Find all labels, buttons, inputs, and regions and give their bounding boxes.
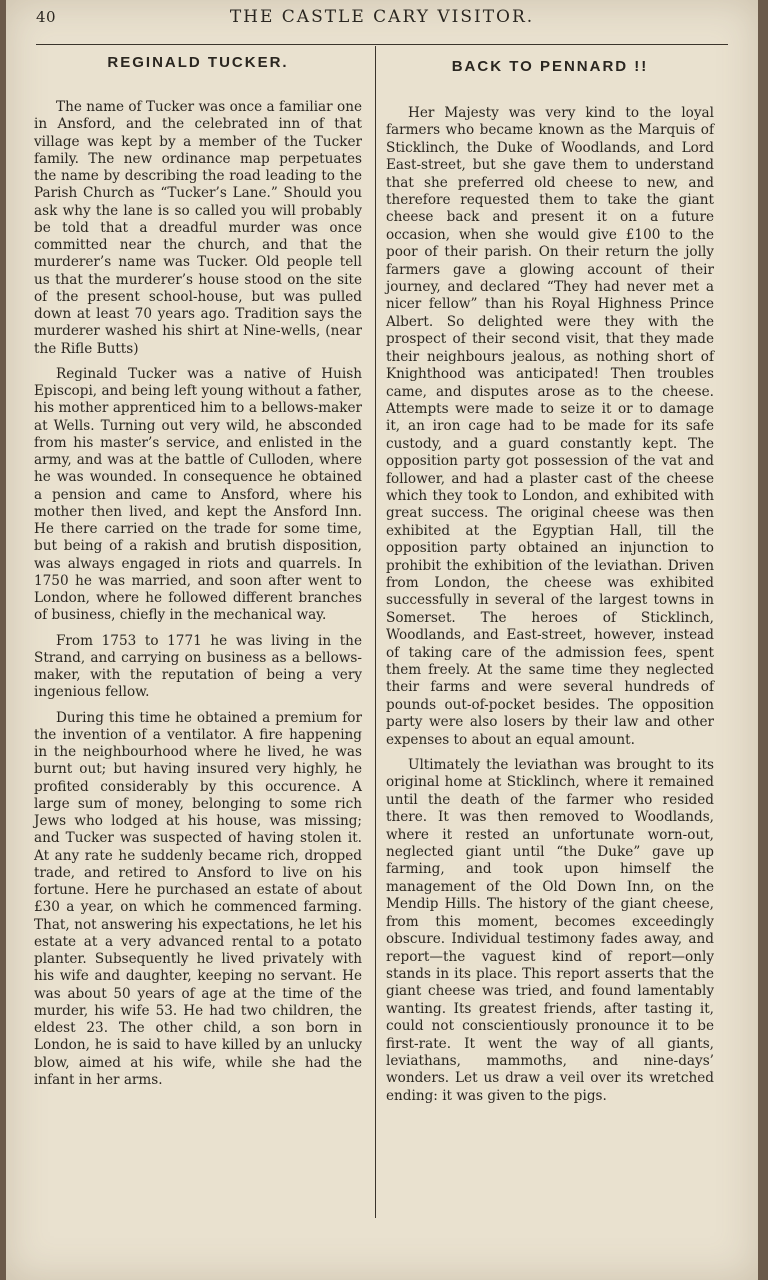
page-number: 40 [36,8,57,26]
running-head: THE CASTLE CARY VISITOR. [229,7,535,27]
left-article-title: REGINALD TUCKER. [107,54,289,71]
header-rule [36,44,728,45]
left-paragraph-4: During this time he obtained a premium for the invention of a ventilator. A fire happening in the neighbourhood where he lived, he was burnt out; but having insured very highly, he profited considerably by this occurence. A large sum of money, belonging to some rich Jews who lodged at his house, was missing; and Tucker was suspected of having stolen it. At any rate he suddenly became rich, dropped trade, and retired to Ansford to live on his fortune. Here he purchased an estate of about £30 a year, on which he commenced farming. That, not answering his expectations, he let his estate at a very advanced rental to a potato planter. Subsequently he lived privately with his wife and daughter, keeping no servant. He was about 50 years of age at the time of the murder, his wife 53. He had two children, the eldest 23. The other child, a son born in London, he is said to have killed by an unlucky blow, aimed at his wife, while she had the infant in her arms. [34,709,362,1088]
left-paragraph-1: The name of Tucker was once a familiar one in Ansford, and the celebrated inn of that village was kept by a member of the Tucker family. The new ordinance map perpetuates the name by describing the road leading to the Parish Church as “Tucker’s Lane.” Should you ask why the lane is so called you will probably be told that a dreadful murder was once committed near the church, and that the murderer’s name was Tucker. Old people tell us that the murderer’s house stood on the site of the present school-house, but was pulled down at least 70 years ago. Tradition says the murderer washed his shirt at Nine-wells, (near the Rifle Butts) [34,99,362,357]
left-paragraph-2: Reginald Tucker was a native of Huish Episcopi, and being left young without a father, his mother apprenticed him to a bellows-maker at Wells. Turning out very wild, he absconded from his master’s service, and enlisted in the army, and was at the battle of Culloden, where he was wounded. In consequence he obtained a pension and came to Ansford, where his mother then lived, and kept the Ansford Inn. He there carried on the trade for some time, but being of a rakish and brutish disposition, was always engaged in riots and quarrels. In 1750 he was married, and soon after went to London, where he followed different branches of business, chiefly in the mechanical way. [34,365,362,624]
document-page [6,0,758,1280]
left-column [34,48,362,1097]
right-column [386,48,714,1113]
left-paragraph-3: From 1753 to 1771 he was living in the Strand, and carrying on business as a bellows-maker, with the reputation of being a very ingenious fellow. [34,632,362,701]
column-divider [375,46,376,1218]
right-article-title: BACK TO PENNARD !! [451,58,649,75]
right-paragraph-1: Her Majesty was very kind to the loyal farmers who became known as the Marquis of Sticklinch, the Duke of Woodlands, and Lord East-street, but she gave them to understand that she preferred old cheese to new, and therefore requested them to take the giant cheese back and present it on a future occasion, when she would give £100 to the poor of their parish. On their return the jolly farmers gave a glowing account of their journey, and declared “They had never met a nicer fellow” than his Royal Highness Prince Albert. So delighted were they with the prospect of their second visit, that they made their neighbours jealous, as nothing short of Knighthood was anticipated! Then troubles came, and disputes arose as to the cheese. Attempts were made to seize it or to damage it, an iron cage had to be made for its safe custody, and a guard constantly kept. The opposition party got possession of the vat and follower, and had a plaster cast of the cheese which they took to London, and exhibited with great success. The original cheese was then exhibited at the Egyptian Hall, till the opposition party obtained an injunction to prohibit the exhibition of the leviathan. Driven from London, the cheese was exhibited successfully in several of the largest towns in Somerset. The heroes of Sticklinch, Woodlands, and East-street, however, instead of taking care of the admission fees, spent them freely. At the same time they neglected their farms and were several hundreds of pounds out-of-pocket besides. The opposition party were also losers by their law and other expenses to about an equal amount. [386,105,714,748]
right-paragraph-2: Ultimately the leviathan was brought to its original home at Sticklinch, where it remained until the death of the farmer who resided there. It was then removed to Woodlands, where it rested an unfortunate worn-out, neglected giant until “the Duke” gave up farming, and took upon himself the management of the Old Down Inn, on the Mendip Hills. The history of the giant cheese, from this moment, becomes exceedingly obscure. Individual testimony fades away, and report—the vaguest kind of report—only stands in its place. This report asserts that the giant cheese was tried, and found lamentably wanting. Its greatest friends, after tasting it, could not conscientiously pronounce it to be first-rate. It went the way of all giants, leviathans, mammoths, and nine-days’ wonders. Let us draw a veil over its wretched ending: it was given to the pigs. [386,757,714,1104]
